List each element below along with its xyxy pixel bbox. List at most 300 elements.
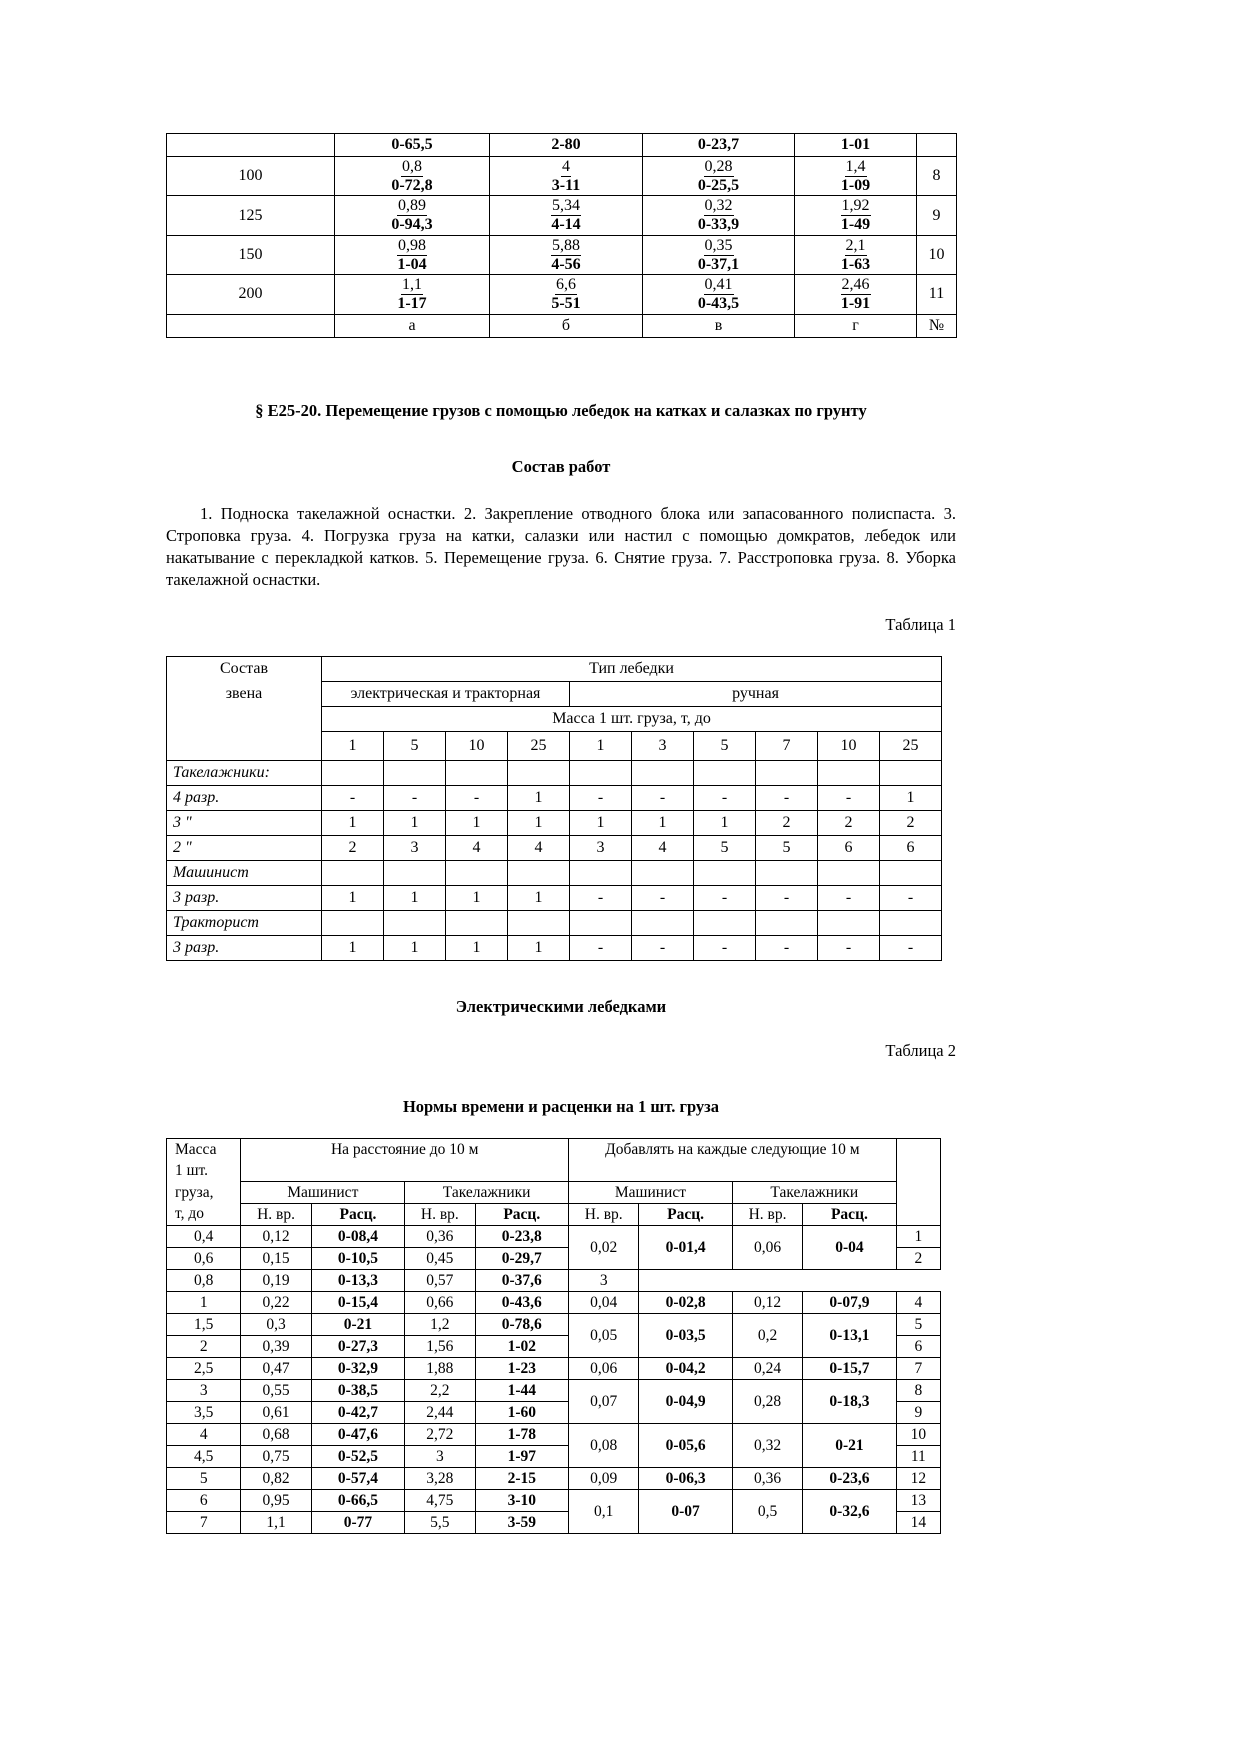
count-cell bbox=[570, 910, 632, 935]
count-cell: - bbox=[818, 935, 880, 960]
add-rigger-rate-cell: 0-04 bbox=[803, 1225, 896, 1269]
spacer-cell bbox=[167, 706, 322, 731]
add-machinist-norm-time-cell: 0,07 bbox=[569, 1379, 639, 1423]
add-rigger-rate-cell: 0-15,7 bbox=[803, 1357, 896, 1379]
subheader-rate: Расц. bbox=[639, 1203, 732, 1225]
machinist-rate-cell: 0-10,5 bbox=[311, 1247, 404, 1269]
add-rigger-rate-cell: 0-13,1 bbox=[803, 1313, 896, 1357]
mass-cell: 0,6 bbox=[167, 1247, 241, 1269]
table-row bbox=[167, 731, 942, 760]
count-cell: 1 bbox=[384, 885, 446, 910]
count-cell: 1 bbox=[384, 810, 446, 835]
rigger-rate-cell: 1-23 bbox=[475, 1357, 569, 1379]
value-cell-v: 0,35 0-37,1 bbox=[643, 235, 795, 274]
role-label-cell: Машинист bbox=[167, 860, 322, 885]
add-rigger-norm-time-cell: 0,36 bbox=[732, 1467, 802, 1489]
count-cell bbox=[756, 760, 818, 785]
count-cell bbox=[446, 760, 508, 785]
machinist-norm-time-cell: 1,1 bbox=[241, 1511, 311, 1533]
table2-caption: Нормы времени и расценки на 1 шт. груза bbox=[402, 1096, 720, 1116]
add-machinist-rate-cell: 0-02,8 bbox=[639, 1291, 732, 1313]
row-number-cell: 6 bbox=[896, 1335, 940, 1357]
role-label-cell: Такелажники: bbox=[167, 760, 322, 785]
count-cell: 2 bbox=[818, 810, 880, 835]
distance-group-spacer bbox=[241, 1160, 569, 1182]
add-machinist-rate-cell: 0-07 bbox=[639, 1489, 732, 1533]
footer-cell: а bbox=[335, 314, 490, 337]
footer-cell: в bbox=[643, 314, 795, 337]
machinist-rate-cell: 0-57,4 bbox=[311, 1467, 404, 1489]
mass-header: Масса 1 шт. груза, т, до bbox=[322, 706, 942, 731]
add-machinist-rate-cell: 0-06,3 bbox=[639, 1467, 732, 1489]
distance-group-header: На расстояние до 10 м bbox=[241, 1138, 569, 1160]
add-rigger-norm-time-cell: 0,24 bbox=[732, 1357, 802, 1379]
machinist-norm-time-cell: 0,61 bbox=[241, 1401, 311, 1423]
machinist-norm-time-cell: 0,3 bbox=[241, 1313, 311, 1335]
mass-col-header: 10 bbox=[446, 731, 508, 760]
row-number-cell: 5 bbox=[896, 1313, 940, 1335]
table-row bbox=[167, 1181, 941, 1203]
machinist-rate-cell: 0-42,7 bbox=[311, 1401, 404, 1423]
mass-col-header: 10 bbox=[818, 731, 880, 760]
count-cell bbox=[756, 860, 818, 885]
rigger-norm-time-cell: 0,45 bbox=[405, 1247, 475, 1269]
machinist-norm-time-cell: 0,68 bbox=[241, 1423, 311, 1445]
count-cell bbox=[446, 910, 508, 935]
count-cell: 1 bbox=[880, 785, 942, 810]
count-cell: 2 bbox=[322, 835, 384, 860]
table-row bbox=[167, 835, 942, 860]
table-row bbox=[167, 1160, 941, 1182]
additional-group-spacer bbox=[569, 1160, 897, 1182]
count-cell: 5 bbox=[694, 835, 756, 860]
mass-header-line3: груза, bbox=[167, 1181, 241, 1203]
table-row bbox=[167, 1225, 941, 1247]
subheader-norm-time: Н. вр. bbox=[241, 1203, 311, 1225]
mass-cell: 0,8 bbox=[167, 1269, 241, 1291]
count-cell: - bbox=[756, 935, 818, 960]
row-number-cell: 4 bbox=[896, 1291, 940, 1313]
row-number-cell: 10 bbox=[896, 1423, 940, 1445]
subheader-norm-time: Н. вр. bbox=[405, 1203, 475, 1225]
zveno-header-line1: Состав bbox=[167, 656, 322, 681]
machinist-norm-time-cell: 0,12 bbox=[241, 1225, 311, 1247]
subheader-norm-time: Н. вр. bbox=[732, 1203, 802, 1225]
rigger-rate-cell: 0-43,6 bbox=[475, 1291, 569, 1313]
additional-group-header: Добавлять на каждые следующие 10 м bbox=[569, 1138, 897, 1160]
add-machinist-norm-time-cell: 0,05 bbox=[569, 1313, 639, 1357]
add-machinist-rate-cell: 0-03,5 bbox=[639, 1313, 732, 1357]
count-cell: 1 bbox=[384, 935, 446, 960]
machinist-rate-cell: 0-15,4 bbox=[311, 1291, 404, 1313]
machinist-rate-cell: 0-52,5 bbox=[311, 1445, 404, 1467]
count-cell bbox=[508, 760, 570, 785]
table-row bbox=[167, 656, 942, 681]
rigger-norm-time-cell: 2,2 bbox=[405, 1379, 475, 1401]
count-cell: - bbox=[756, 885, 818, 910]
machinist-norm-time-cell: 0,55 bbox=[241, 1379, 311, 1401]
subheader-rate: Расц. bbox=[803, 1203, 896, 1225]
count-cell: - bbox=[880, 885, 942, 910]
count-cell: - bbox=[632, 885, 694, 910]
value-cell-v: 0,28 0-25,5 bbox=[643, 157, 795, 196]
rigger-rate-cell: 0-78,6 bbox=[475, 1313, 569, 1335]
mass-col-header: 25 bbox=[508, 731, 570, 760]
count-cell bbox=[384, 860, 446, 885]
table-row bbox=[167, 1269, 941, 1291]
count-cell: - bbox=[818, 885, 880, 910]
count-cell bbox=[694, 860, 756, 885]
mass-col-header: 5 bbox=[384, 731, 446, 760]
count-cell bbox=[880, 760, 942, 785]
add-machinist-rate-cell: 0-05,6 bbox=[639, 1423, 732, 1467]
role-label-cell: 4 разр. bbox=[167, 785, 322, 810]
mass-col-header: 25 bbox=[880, 731, 942, 760]
mass-cell: 6 bbox=[167, 1489, 241, 1511]
table-row bbox=[167, 1357, 941, 1379]
mass-col-header: 7 bbox=[756, 731, 818, 760]
zveno-table bbox=[166, 656, 942, 961]
rigger-rate-cell: 0-29,7 bbox=[475, 1247, 569, 1269]
mass-cell: 4,5 bbox=[167, 1445, 241, 1467]
count-cell: - bbox=[756, 785, 818, 810]
rigger-norm-time-cell: 2,72 bbox=[405, 1423, 475, 1445]
count-cell: 1 bbox=[322, 885, 384, 910]
role-rigger-header-1: Такелажники bbox=[405, 1181, 569, 1203]
table-row bbox=[167, 1313, 941, 1335]
mass-header-line1: Масса bbox=[167, 1138, 241, 1160]
count-cell: 1 bbox=[508, 935, 570, 960]
add-rigger-rate-cell: 0-18,3 bbox=[803, 1379, 896, 1423]
count-cell: - bbox=[570, 935, 632, 960]
header-cell: 2-80 bbox=[490, 134, 643, 157]
count-cell: 2 bbox=[880, 810, 942, 835]
count-cell: - bbox=[694, 935, 756, 960]
mass-cell: 4 bbox=[167, 1423, 241, 1445]
rigger-norm-time-cell: 1,88 bbox=[405, 1357, 475, 1379]
table-row bbox=[167, 1138, 941, 1160]
zveno-header-line2: звена bbox=[167, 681, 322, 706]
machinist-rate-cell: 0-38,5 bbox=[311, 1379, 404, 1401]
rigger-norm-time-cell: 1,2 bbox=[405, 1313, 475, 1335]
rigger-rate-cell: 3-59 bbox=[475, 1511, 569, 1533]
table-row bbox=[167, 1203, 941, 1225]
count-cell bbox=[322, 860, 384, 885]
count-cell: 1 bbox=[322, 810, 384, 835]
rigger-norm-time-cell: 0,36 bbox=[405, 1225, 475, 1247]
role-label-cell: 2 " bbox=[167, 835, 322, 860]
count-cell: 2 bbox=[756, 810, 818, 835]
add-machinist-norm-time-cell: 0,04 bbox=[569, 1291, 639, 1313]
add-machinist-norm-time-cell: 0,02 bbox=[569, 1225, 639, 1269]
count-cell bbox=[818, 860, 880, 885]
value-cell-b: 5,34 4-14 bbox=[490, 196, 643, 235]
mass-cell: 5 bbox=[167, 1467, 241, 1489]
count-cell: - bbox=[694, 885, 756, 910]
count-cell: - bbox=[632, 935, 694, 960]
table-row bbox=[167, 134, 957, 157]
machinist-norm-time-cell: 0,82 bbox=[241, 1467, 311, 1489]
table-row bbox=[167, 810, 942, 835]
add-rigger-rate-cell: 0-07,9 bbox=[803, 1291, 896, 1313]
mass-cell: 3,5 bbox=[167, 1401, 241, 1423]
role-label-cell: 3 разр. bbox=[167, 885, 322, 910]
table-row bbox=[167, 275, 957, 314]
add-rigger-rate-cell: 0-21 bbox=[803, 1423, 896, 1467]
rigger-rate-cell: 1-44 bbox=[475, 1379, 569, 1401]
role-rigger-header-2: Такелажники bbox=[732, 1181, 896, 1203]
table-row bbox=[167, 196, 957, 235]
row-number-cell: 8 bbox=[917, 157, 957, 196]
mid-heading: Электрическими лебедками bbox=[455, 996, 667, 1016]
row-number-cell: 9 bbox=[917, 196, 957, 235]
count-cell bbox=[322, 910, 384, 935]
count-cell: - bbox=[694, 785, 756, 810]
machinist-norm-time-cell: 0,39 bbox=[241, 1335, 311, 1357]
machinist-rate-cell: 0-32,9 bbox=[311, 1357, 404, 1379]
value-cell-a: 0,8 0-72,8 bbox=[335, 157, 490, 196]
add-rigger-norm-time-cell: 0,32 bbox=[732, 1423, 802, 1467]
count-cell: 3 bbox=[570, 835, 632, 860]
row-number-header bbox=[896, 1138, 940, 1225]
row-number-cell: 11 bbox=[917, 275, 957, 314]
add-machinist-norm-time-cell: 0,09 bbox=[569, 1467, 639, 1489]
rigger-rate-cell: 2-15 bbox=[475, 1467, 569, 1489]
composition-heading: Состав работ bbox=[511, 457, 611, 476]
spacer-cell bbox=[167, 731, 322, 760]
header-cell: 1-01 bbox=[795, 134, 917, 157]
count-cell: - bbox=[818, 785, 880, 810]
row-number-cell: 12 bbox=[896, 1467, 940, 1489]
add-machinist-norm-time-cell: 0,1 bbox=[569, 1489, 639, 1533]
machinist-rate-cell: 0-66,5 bbox=[311, 1489, 404, 1511]
mass-col-header: 5 bbox=[694, 731, 756, 760]
subheader-rate: Расц. bbox=[311, 1203, 404, 1225]
subheader-rate: Расц. bbox=[475, 1203, 569, 1225]
count-cell bbox=[632, 910, 694, 935]
count-cell: 1 bbox=[694, 810, 756, 835]
count-cell: - bbox=[880, 935, 942, 960]
value-cell-a: 0,89 0-94,3 bbox=[335, 196, 490, 235]
count-cell: - bbox=[570, 885, 632, 910]
mass-header-line2: 1 шт. bbox=[167, 1160, 241, 1182]
count-cell bbox=[632, 860, 694, 885]
mass-cell: 2 bbox=[167, 1335, 241, 1357]
count-cell bbox=[818, 910, 880, 935]
count-cell: 6 bbox=[818, 835, 880, 860]
count-cell: - bbox=[570, 785, 632, 810]
header-cell: 0-23,7 bbox=[643, 134, 795, 157]
table-row bbox=[167, 885, 942, 910]
add-rigger-rate-cell: 0-23,6 bbox=[803, 1467, 896, 1489]
count-cell: 4 bbox=[508, 835, 570, 860]
value-cell-v: 0,32 0-33,9 bbox=[643, 196, 795, 235]
add-machinist-norm-time-cell: 0,08 bbox=[569, 1423, 639, 1467]
mass-cell: 125 bbox=[167, 196, 335, 235]
count-cell: - bbox=[384, 785, 446, 810]
row-number-cell: 14 bbox=[896, 1511, 940, 1533]
machinist-norm-time-cell: 0,95 bbox=[241, 1489, 311, 1511]
rigger-norm-time-cell: 3,28 bbox=[405, 1467, 475, 1489]
rigger-rate-cell: 1-02 bbox=[475, 1335, 569, 1357]
table-row bbox=[167, 935, 942, 960]
role-label-cell: 3 " bbox=[167, 810, 322, 835]
header-cell bbox=[917, 134, 957, 157]
mass-header-line4: т, до bbox=[167, 1203, 241, 1225]
count-cell bbox=[508, 910, 570, 935]
count-cell: 5 bbox=[756, 835, 818, 860]
table-row bbox=[167, 157, 957, 196]
add-machinist-rate-cell: 0-04,9 bbox=[639, 1379, 732, 1423]
table-row bbox=[167, 235, 957, 274]
rigger-norm-time-cell: 0,66 bbox=[405, 1291, 475, 1313]
count-cell bbox=[694, 760, 756, 785]
table-row bbox=[167, 1489, 941, 1511]
header-cell bbox=[167, 134, 335, 157]
add-rigger-norm-time-cell: 0,12 bbox=[732, 1291, 802, 1313]
row-number-cell: 3 bbox=[569, 1269, 639, 1291]
mass-cell: 0,4 bbox=[167, 1225, 241, 1247]
winch-type-header: Тип лебедки bbox=[322, 656, 942, 681]
role-machinist-header-2: Машинист bbox=[569, 1181, 733, 1203]
table-row bbox=[167, 1291, 941, 1313]
table-row bbox=[167, 1379, 941, 1401]
table-row bbox=[167, 760, 942, 785]
table-row bbox=[167, 910, 942, 935]
count-cell: 1 bbox=[508, 785, 570, 810]
count-cell: 1 bbox=[446, 935, 508, 960]
count-cell: 4 bbox=[632, 835, 694, 860]
winch-manual-header: ручная bbox=[570, 681, 942, 706]
count-cell: 3 bbox=[384, 835, 446, 860]
count-cell: 1 bbox=[322, 935, 384, 960]
footer-cell: б bbox=[490, 314, 643, 337]
rigger-rate-cell: 0-23,8 bbox=[475, 1225, 569, 1247]
mass-col-header: 1 bbox=[322, 731, 384, 760]
add-rigger-norm-time-cell: 0,06 bbox=[732, 1225, 802, 1269]
value-cell-b: 6,6 5-51 bbox=[490, 275, 643, 314]
page-content bbox=[166, 0, 956, 1534]
table1-wrapper bbox=[166, 656, 941, 961]
row-number-cell: 13 bbox=[896, 1489, 940, 1511]
table2-label: Таблица 2 bbox=[885, 1040, 956, 1060]
rigger-norm-time-cell: 0,57 bbox=[405, 1269, 475, 1291]
count-cell: 4 bbox=[446, 835, 508, 860]
row-number-cell: 7 bbox=[896, 1357, 940, 1379]
machinist-norm-time-cell: 0,47 bbox=[241, 1357, 311, 1379]
row-number-cell: 8 bbox=[896, 1379, 940, 1401]
value-cell-v: 0,41 0-43,5 bbox=[643, 275, 795, 314]
count-cell bbox=[508, 860, 570, 885]
value-cell-a: 1,1 1-17 bbox=[335, 275, 490, 314]
row-number-cell: 10 bbox=[917, 235, 957, 274]
table-row bbox=[167, 1467, 941, 1489]
row-number-cell: 1 bbox=[896, 1225, 940, 1247]
mass-cell: 200 bbox=[167, 275, 335, 314]
rigger-rate-cell: 1-60 bbox=[475, 1401, 569, 1423]
rigger-norm-time-cell: 1,56 bbox=[405, 1335, 475, 1357]
add-rigger-norm-time-cell: 0,2 bbox=[732, 1313, 802, 1357]
mass-col-header: 3 bbox=[632, 731, 694, 760]
count-cell bbox=[384, 910, 446, 935]
value-cell-b: 4 3-11 bbox=[490, 157, 643, 196]
rigger-rate-cell: 1-97 bbox=[475, 1445, 569, 1467]
table-row bbox=[167, 1423, 941, 1445]
count-cell bbox=[818, 760, 880, 785]
count-cell: 1 bbox=[508, 810, 570, 835]
table2-wrapper bbox=[166, 1138, 941, 1534]
count-cell: 1 bbox=[446, 810, 508, 835]
mass-cell: 150 bbox=[167, 235, 335, 274]
count-cell: - bbox=[446, 785, 508, 810]
add-machinist-rate-cell: 0-01,4 bbox=[639, 1225, 732, 1269]
composition-text: 1. Подноска такелажной оснастки. 2. Закрепление отводного блока или запасованного полиспаста. 3. Строповка груза. 4. Погрузка груза на катки, салазки или настил с помощью домкратов, лебедок или накатывание с перекладкой катков. 5. Перемещение груза. 6. Снятие груза. 7. Расстроповка груза. 8. Уборка такелажной оснастки. bbox=[166, 504, 956, 589]
machinist-rate-cell: 0-13,3 bbox=[311, 1269, 404, 1291]
mass-cell: 1,5 bbox=[167, 1313, 241, 1335]
count-cell bbox=[446, 860, 508, 885]
add-rigger-norm-time-cell: 0,28 bbox=[732, 1379, 802, 1423]
count-cell bbox=[570, 860, 632, 885]
rigger-rate-cell: 1-78 bbox=[475, 1423, 569, 1445]
row-number-cell: 2 bbox=[896, 1247, 940, 1269]
mass-cell: 3 bbox=[167, 1379, 241, 1401]
count-cell bbox=[880, 910, 942, 935]
continuation-table bbox=[166, 133, 957, 338]
value-cell-a: 0,98 1-04 bbox=[335, 235, 490, 274]
count-cell bbox=[880, 860, 942, 885]
count-cell bbox=[632, 760, 694, 785]
rigger-norm-time-cell: 2,44 bbox=[405, 1401, 475, 1423]
subheader-norm-time: Н. вр. bbox=[569, 1203, 639, 1225]
machinist-rate-cell: 0-27,3 bbox=[311, 1335, 404, 1357]
mass-col-header: 1 bbox=[570, 731, 632, 760]
mass-cell: 100 bbox=[167, 157, 335, 196]
count-cell: 1 bbox=[632, 810, 694, 835]
mass-cell: 1 bbox=[167, 1291, 241, 1313]
role-label-cell: Тракторист bbox=[167, 910, 322, 935]
mass-cell: 7 bbox=[167, 1511, 241, 1533]
footer-cell: № bbox=[917, 314, 957, 337]
count-cell: 1 bbox=[570, 810, 632, 835]
table-row bbox=[167, 681, 942, 706]
machinist-norm-time-cell: 0,15 bbox=[241, 1247, 311, 1269]
role-label-cell: 3 разр. bbox=[167, 935, 322, 960]
count-cell bbox=[384, 760, 446, 785]
rigger-norm-time-cell: 4,75 bbox=[405, 1489, 475, 1511]
count-cell: - bbox=[322, 785, 384, 810]
table-row bbox=[167, 706, 942, 731]
value-cell-g: 1,4 1-09 bbox=[795, 157, 917, 196]
winch-electric-header: электрическая и тракторная bbox=[322, 681, 570, 706]
value-cell-g: 2,46 1-91 bbox=[795, 275, 917, 314]
add-rigger-rate-cell: 0-32,6 bbox=[803, 1489, 896, 1533]
add-machinist-rate-cell: 0-04,2 bbox=[639, 1357, 732, 1379]
add-rigger-norm-time-cell: 0,5 bbox=[732, 1489, 802, 1533]
count-cell: 1 bbox=[446, 885, 508, 910]
table-row bbox=[167, 785, 942, 810]
add-machinist-norm-time-cell: 0,06 bbox=[569, 1357, 639, 1379]
machinist-norm-time-cell: 0,75 bbox=[241, 1445, 311, 1467]
table-row bbox=[167, 860, 942, 885]
row-number-cell: 11 bbox=[896, 1445, 940, 1467]
header-cell: 0-65,5 bbox=[335, 134, 490, 157]
table-row bbox=[167, 314, 957, 337]
value-cell-g: 1,92 1-49 bbox=[795, 196, 917, 235]
count-cell: - bbox=[632, 785, 694, 810]
count-cell bbox=[694, 910, 756, 935]
rigger-rate-cell: 3-10 bbox=[475, 1489, 569, 1511]
value-cell-g: 2,1 1-63 bbox=[795, 235, 917, 274]
